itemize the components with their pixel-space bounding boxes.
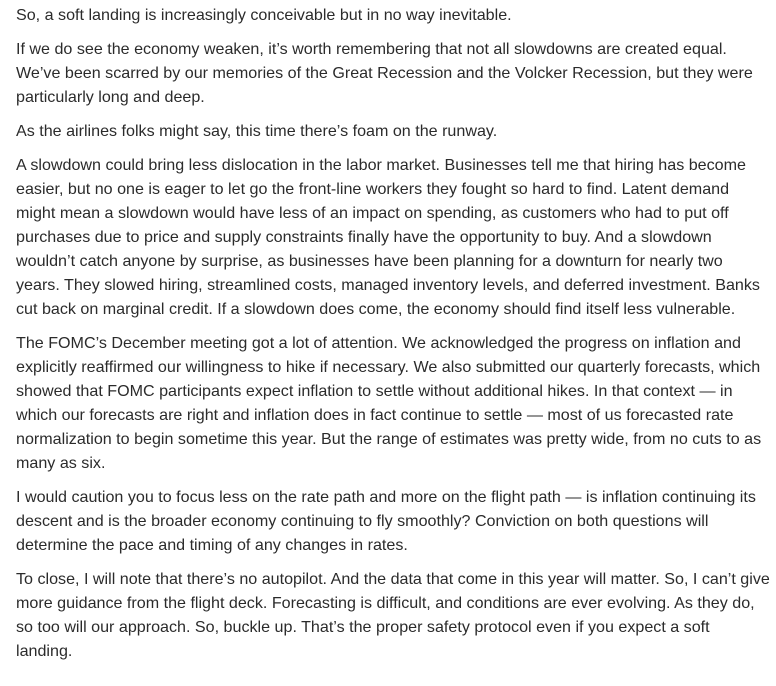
paragraph-flight-path: I would caution you to focus less on the rate path and more on the flight path — is inflation continuing its descent and is the broader economy continuing to fly smoothly? Conviction on both questions will determine the pace and timing of any changes in rates. bbox=[16, 488, 756, 554]
paragraph-soft-landing: So, a soft landing is increasingly conceivable but in no way inevitable. bbox=[16, 6, 512, 24]
paragraph-closing: To close, I will note that there’s no autopilot. And the data that come in this year will matter. So, I can’t give more guidance from the flight deck. Forecasting is difficult, and conditions are ever evolving. As they do, so too will our approach. So, buckle up. That’s the proper safety protocol even if you expect a soft landing. bbox=[16, 570, 770, 660]
paragraph-fomc-december: The FOMC’s December meeting got a lot of attention. We acknowledged the progress on inflation and explicitly reaffirmed our willingness to hike if necessary. We also submitted our quarterly forecasts, which showed that FOMC participants expect inflation to settle without additional hikes. In that context — in which our forecasts are right and inflation does in fact continue to settle — most of us forecasted rate normalization to begin sometime this year. But the range of estimates was pretty wide, from no cuts to as many as six. bbox=[16, 334, 762, 472]
paragraph-foam-runway: As the airlines folks might say, this time there’s foam on the runway. bbox=[16, 122, 498, 140]
paragraph-labor-market: A slowdown could bring less dislocation in the labor market. Businesses tell me that hiring has become easier, but no one is eager to let go the front-line workers they fought so hard to find. Latent demand might mean a slowdown would have less of an impact on spending, as customers who had to put off purchases due to price and supply constraints finally have the opportunity to buy. And a slowdown wouldn’t catch anyone by surprise, as businesses have been planning for a downturn for nearly two years. They slowed hiring, streamlined costs, managed inventory levels, and deferred investment. Banks cut back on marginal credit. If a slowdown does come, the economy should find itself less vulnerable. bbox=[16, 156, 760, 318]
paragraph-slowdowns: If we do see the economy weaken, it’s worth remembering that not all slowdowns are created equal. We’ve been scarred by our memories of the Great Recession and the Volcker Recession, but they were particularly long and deep. bbox=[16, 40, 753, 106]
